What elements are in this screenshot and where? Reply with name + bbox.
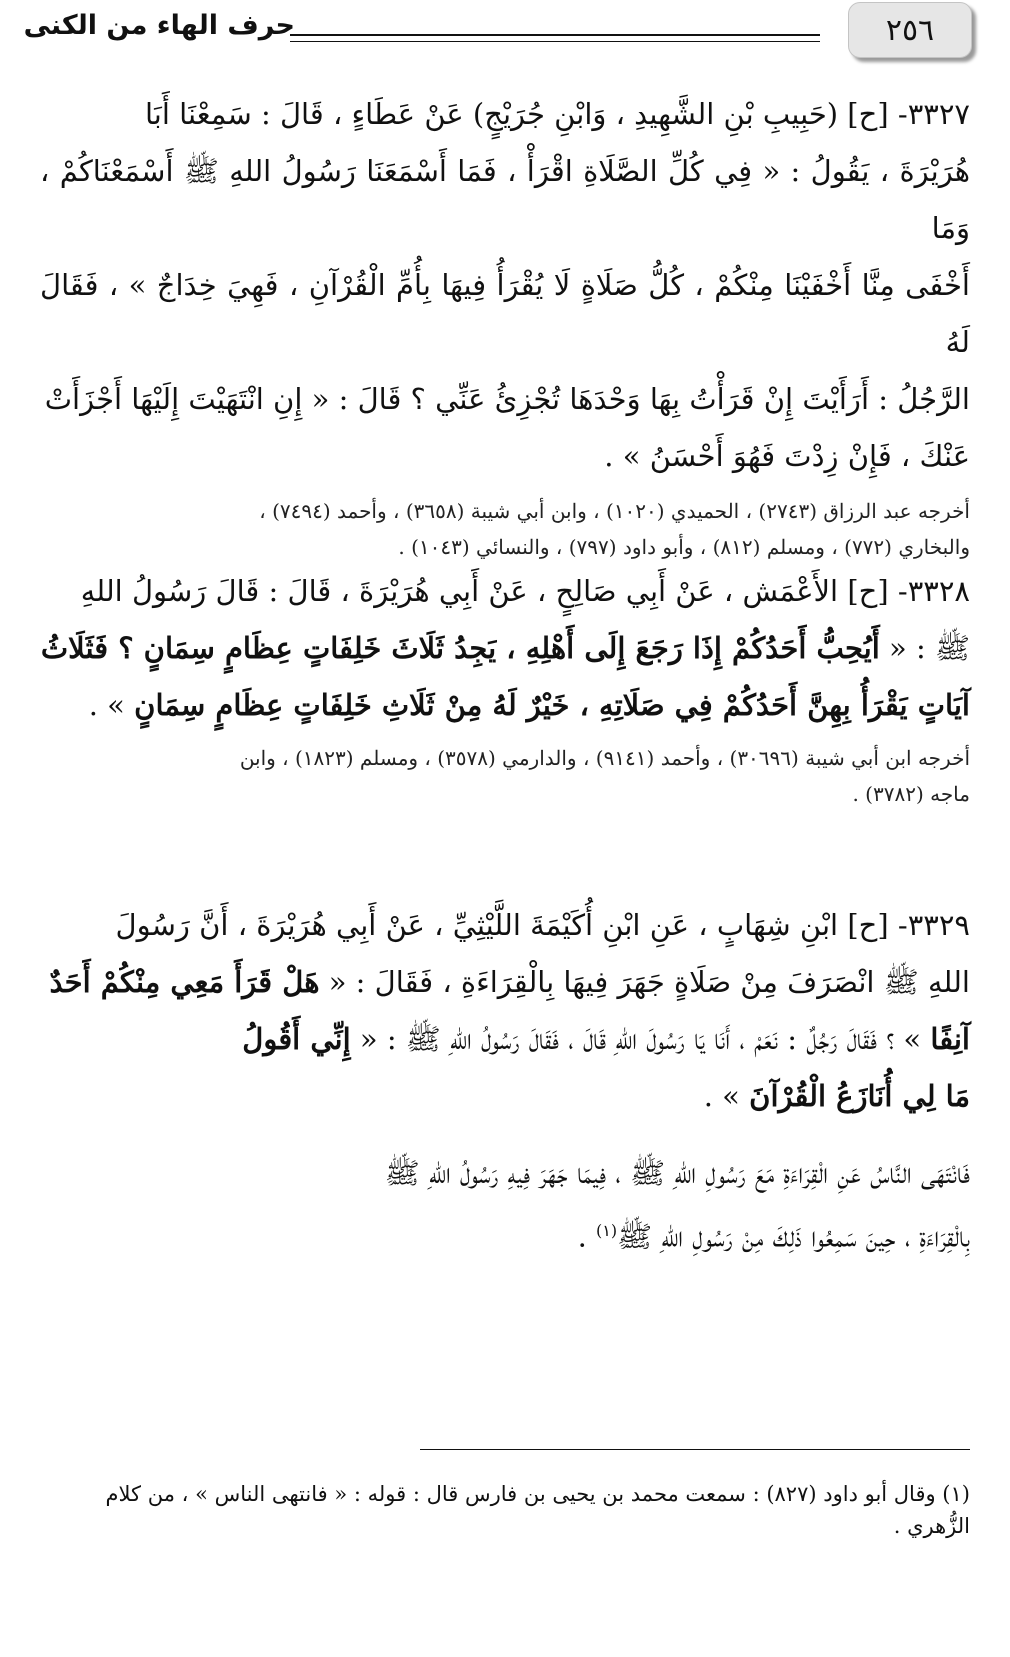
prophetic-saying: آيَاتٍ يَقْرَأُ بِهِنَّ أَحَدُكُمْ فِي صَلَاتِهِ ، خَيْرٌ لَهُ مِنْ ثَلَاثِ خَلِفَاتٍ عِظَامٍ سِمَانٍ (134, 688, 970, 722)
page-number-tab (848, 2, 972, 58)
prophetic-saying: هَلْ قَرَأَ مَعِي مِنْكُمْ أَحَدٌ (49, 965, 320, 999)
footnote-rule (420, 1449, 970, 1450)
hadith-line (40, 1011, 970, 1068)
hadith-text: . (577, 1219, 597, 1254)
prophetic-saying: آنِفًا (930, 1022, 970, 1056)
chapter-title: حرف الهاء من الكنى (23, 10, 295, 41)
hadith-line: ٣٣٢٧- [ح] (حَبِيبِ بْنِ الشَّهِيدِ ، وَابْنِ جُرَيْجٍ) عَنْ عَطَاءٍ ، قَالَ : سَمِعْنَا أَبَا (144, 97, 970, 131)
hadith-line: ٣٣٢٨- [ح] الأَعْمَش ، عَنْ أَبِي صَالِحٍ ، عَنْ أَبِي هُرَيْرَةَ ، قَالَ : قَالَ رَسُولُ اللهِ (80, 574, 970, 608)
hadith-text: بِالْقِرَاءَةِ ، حِينَ سَمِعُوا ذَلِكَ مِنْ رَسُولِ اللهِ ﷺ (617, 1219, 970, 1254)
hadith-line (40, 677, 970, 734)
footnote: (١) وقال أبو داود (٨٢٧) : سمعت محمد بن يحيى بن فارس قال : قوله : « فانتهى الناس » ، من كلام الزُّهري . (105, 1482, 970, 1538)
takhrij-line: ماجه (٣٧٨٢) . (852, 782, 970, 806)
hadith-line (40, 1068, 970, 1125)
hadith-text: ﷺ : « (879, 631, 970, 665)
hadith-line: ٣٣٢٩- [ح] ابْنِ شِهَابٍ ، عَنِ ابْنِ أُكَيْمَةَ اللَّيْثِيِّ ، عَنْ أَبِي هُرَيْرَةَ ، أَنَّ رَسُولَ (115, 908, 970, 942)
hadith-text: » ؟ فَقَالَ رَجُلٌ : نَعَمْ ، أَنَا يَا رَسُولَ اللهِ قَالَ ، فَقَالَ رَسُولُ اللهِ ﷺ : « (350, 1022, 931, 1056)
takhrij-line: والبخاري (٧٧٢) ، ومسلم (٨١٢) ، وأبو داود (٧٩٧) ، والنسائي (١٠٤٣) . (398, 535, 970, 559)
hadith-line (40, 954, 970, 1011)
footnote-marker: (١) (596, 1221, 618, 1240)
takhrij-line: أخرجه عبد الرزاق (٢٧٤٣) ، الحميدي (١٠٢٠) ، وابن أبي شيبة (٣٦٥٨) ، وأحمد (٧٤٩٤) ، (259, 499, 970, 523)
hadith-line: فَانْتَهَى النَّاسُ عَنِ الْقِرَاءَةِ مَعَ رَسُولِ اللهِ ﷺ ، فِيمَا جَهَرَ فِيهِ رَسُولُ اللهِ ﷺ (384, 1156, 970, 1190)
prophetic-saying: أَيُحِبُّ أَحَدُكُمْ إِذَا رَجَعَ إِلَى أَهْلِهِ ، يَجِدُ ثَلَاثَ خَلِفَاتٍ عِظَامٍ سِمَانٍ ؟ فَثَلَاثُ (40, 631, 880, 665)
header-rule (290, 34, 820, 36)
hadith-text: » . (88, 688, 135, 722)
takhrij-line: أخرجه ابن أبي شيبة (٣٠٦٩٦) ، وأحمد (٩١٤١) ، والدارمي (٣٥٧٨) ، ومسلم (١٨٢٣) ، وابن (239, 746, 970, 770)
hadith-line (40, 620, 970, 677)
hadith-text: » . (703, 1079, 750, 1113)
hadith-line: أَخْفَى مِنَّا أَخْفَيْنَا مِنْكُمْ ، كُلُّ صَلَاةٍ لَا يُقْرَأُ فِيهَا بِأُمِّ الْقُرْآنِ ، فَهِيَ خِدَاجٌ » ، فَقَالَ لَهُ (40, 268, 970, 359)
hadith-line: عَنْكَ ، فَإِنْ زِدْتَ فَهُوَ أَحْسَنُ » . (604, 439, 970, 473)
hadith-line: هُرَيْرَةَ ، يَقُولُ : « فِي كُلِّ الصَّلَاةِ اقْرَأْ ، فَمَا أَسْمَعَنَا رَسُولُ اللهِ ﷺ أَسْمَعْنَاكُمْ ، وَمَا (40, 154, 970, 245)
hadith-3328 (40, 563, 970, 812)
hadith-3329 (40, 897, 970, 1266)
hadith-3327 (40, 86, 970, 565)
hadith-line (40, 1202, 970, 1266)
prophetic-saying: مَا لِي أُنَازَعُ الْقُرْآنَ (749, 1079, 970, 1113)
hadith-text: اللهِ ﷺ انْصَرَفَ مِنْ صَلَاةٍ جَهَرَ فِيهَا بِالْقِرَاءَةِ ، فَقَالَ : « (319, 965, 970, 999)
header-rule-thin (290, 41, 820, 42)
page-number: ٢٥٦ (885, 12, 935, 48)
hadith-line: الرَّجُلُ : أَرَأَيْتَ إِنْ قَرَأْتُ بِهَا وَحْدَهَا تُجْزِئُ عَنِّي ؟ قَالَ : « إِنِ انْتَهَيْتَ إِلَيْهَا أَجْزَأَتْ (44, 382, 970, 416)
prophetic-saying: إِنِّي أَقُولُ (242, 1022, 351, 1056)
